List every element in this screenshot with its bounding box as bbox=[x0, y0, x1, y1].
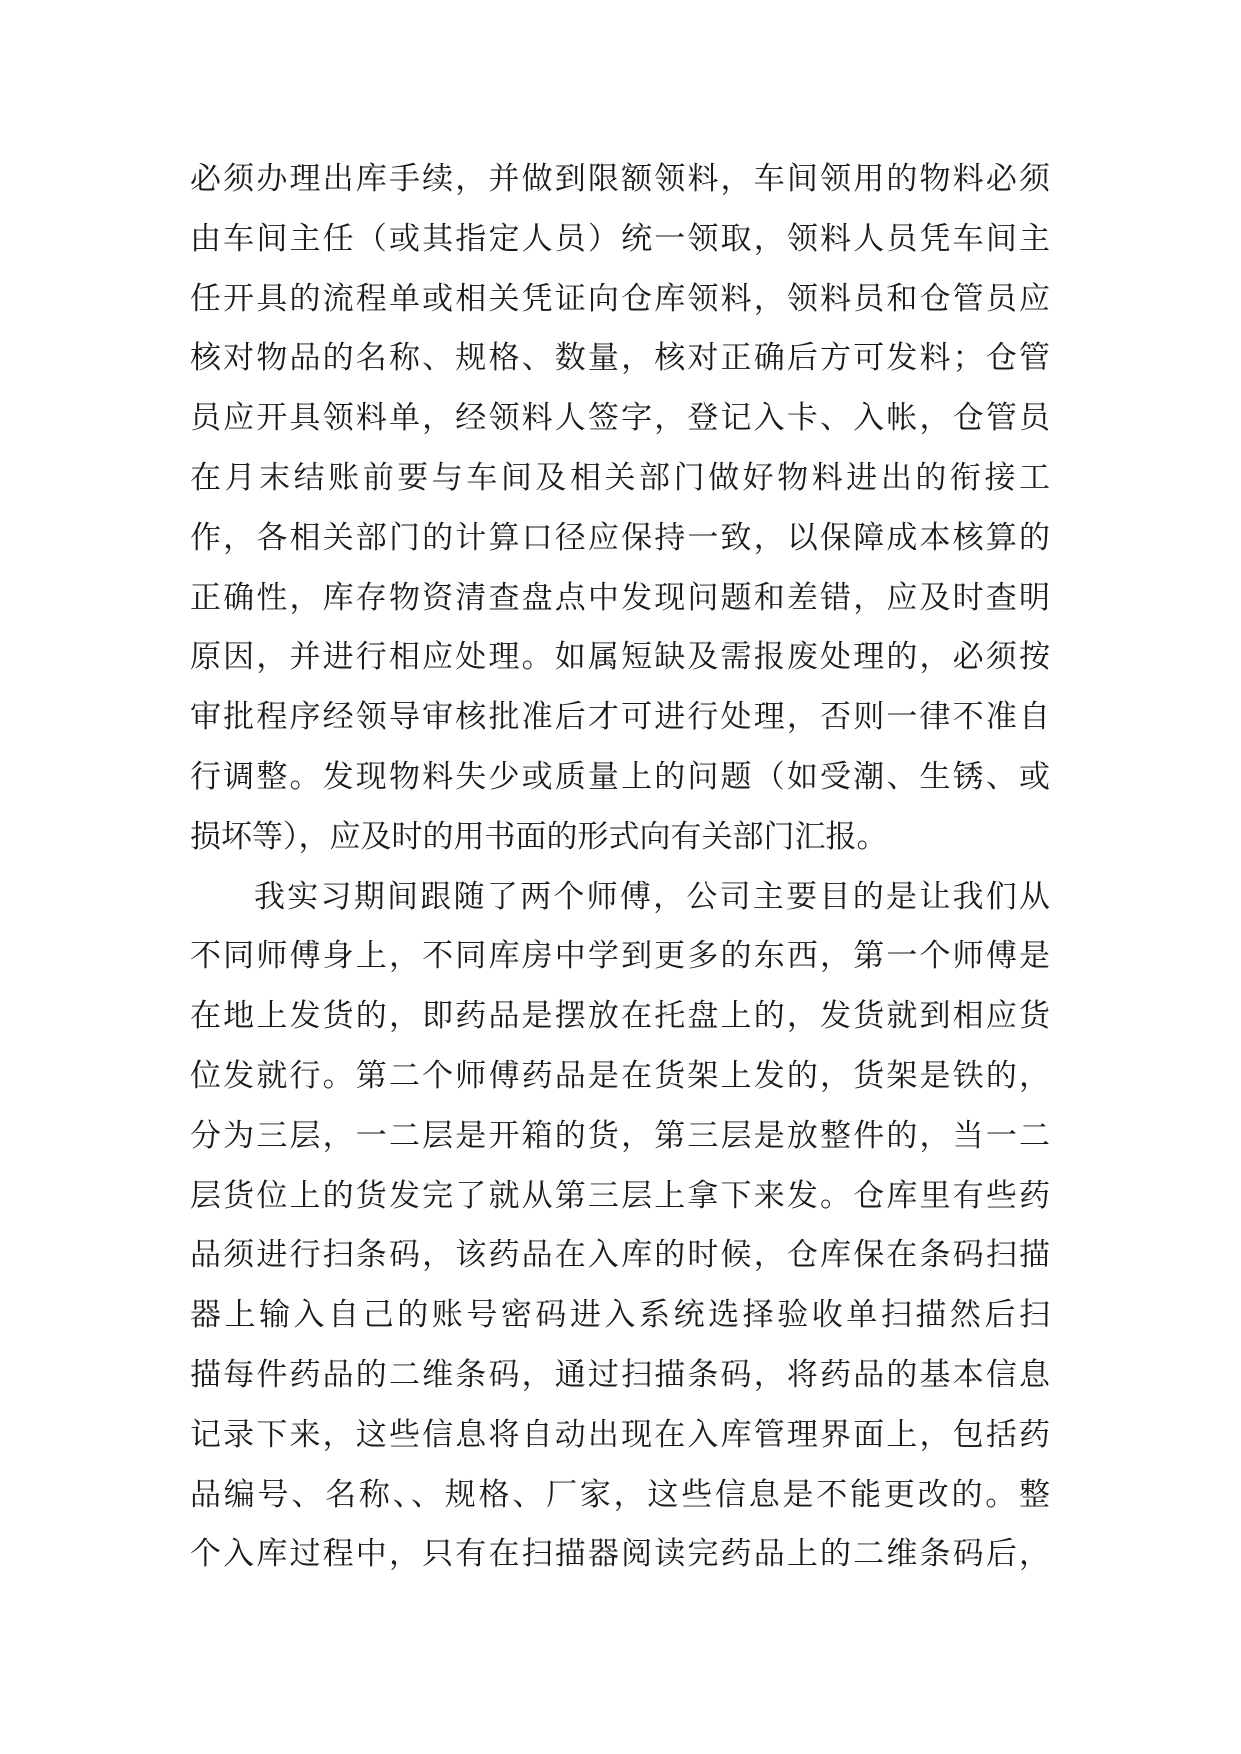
text-line: 必须办理出库手续，并做到限额领料，车间领用的物料必须 bbox=[190, 161, 1050, 197]
text-line: 位发就行。第二个师傅药品是在货架上发的，货架是铁的， bbox=[190, 1057, 1050, 1094]
text-line: 审批程序经领导审核批准后才可进行处理，否则一律不准自 bbox=[190, 699, 1050, 736]
text-line: 原因，并进行相应处理。如属短缺及需报废处理的，必须按 bbox=[190, 639, 1050, 676]
text-line: 员应开具领料单，经领料人签字，登记入卡、入帐，仓管员 bbox=[190, 400, 1050, 437]
text-line: 器上输入自己的账号密码进入系统选择验收单扫描然后扫 bbox=[190, 1297, 1050, 1334]
text-line: 个入库过程中，只有在扫描器阅读完药品上的二维条码后， bbox=[190, 1536, 1050, 1573]
paragraph bbox=[190, 868, 1050, 1586]
text-line: 在月末结账前要与车间及相关部门做好物料进出的衔接工 bbox=[190, 459, 1050, 496]
body-text bbox=[190, 150, 1050, 1585]
text-line: 核对物品的名称、规格、数量，核对正确后方可发料；仓管 bbox=[190, 340, 1050, 377]
text-line: 分为三层，一二层是开箱的货，第三层是放整件的，当一二 bbox=[190, 1117, 1050, 1154]
text-line: 记录下来，这些信息将自动出现在入库管理界面上，包括药 bbox=[190, 1416, 1050, 1453]
text-line: 层货位上的货发完了就从第三层上拿下来发。仓库里有些药 bbox=[190, 1177, 1050, 1214]
text-line: 在地上发货的，即药品是摆放在托盘上的，发货就到相应货 bbox=[190, 998, 1050, 1035]
text-line: 我实习期间跟随了两个师傅，公司主要目的是让我们从 bbox=[254, 878, 1050, 915]
text-line: 任开具的流程单或相关凭证向仓库领料，领料员和仓管员应 bbox=[190, 280, 1050, 317]
text-line: 作，各相关部门的计算口径应保持一致，以保障成本核算的 bbox=[190, 519, 1050, 556]
text-line: 品编号、名称、、规格、厂家，这些信息是不能更改的。整 bbox=[190, 1476, 1050, 1513]
text-line: 描每件药品的二维条码，通过扫描条码，将药品的基本信息 bbox=[190, 1356, 1050, 1393]
text-line: 正确性，库存物资清查盘点中发现问题和差错，应及时查明 bbox=[190, 579, 1050, 616]
paragraph bbox=[190, 150, 1050, 868]
text-line: 行调整。发现物料失少或质量上的问题（如受潮、生锈、或 bbox=[190, 758, 1050, 795]
text-line: 品须进行扫条码，该药品在入库的时候，仓库保在条码扫描 bbox=[190, 1237, 1050, 1274]
text-line: 不同师傅身上，不同库房中学到更多的东西，第一个师傅是 bbox=[190, 938, 1050, 975]
text-line: 由车间主任（或其指定人员）统一领取，领料人员凭车间主 bbox=[190, 220, 1050, 257]
text-line: 损坏等），应及时的用书面的形式向有关部门汇报。 bbox=[190, 818, 888, 855]
